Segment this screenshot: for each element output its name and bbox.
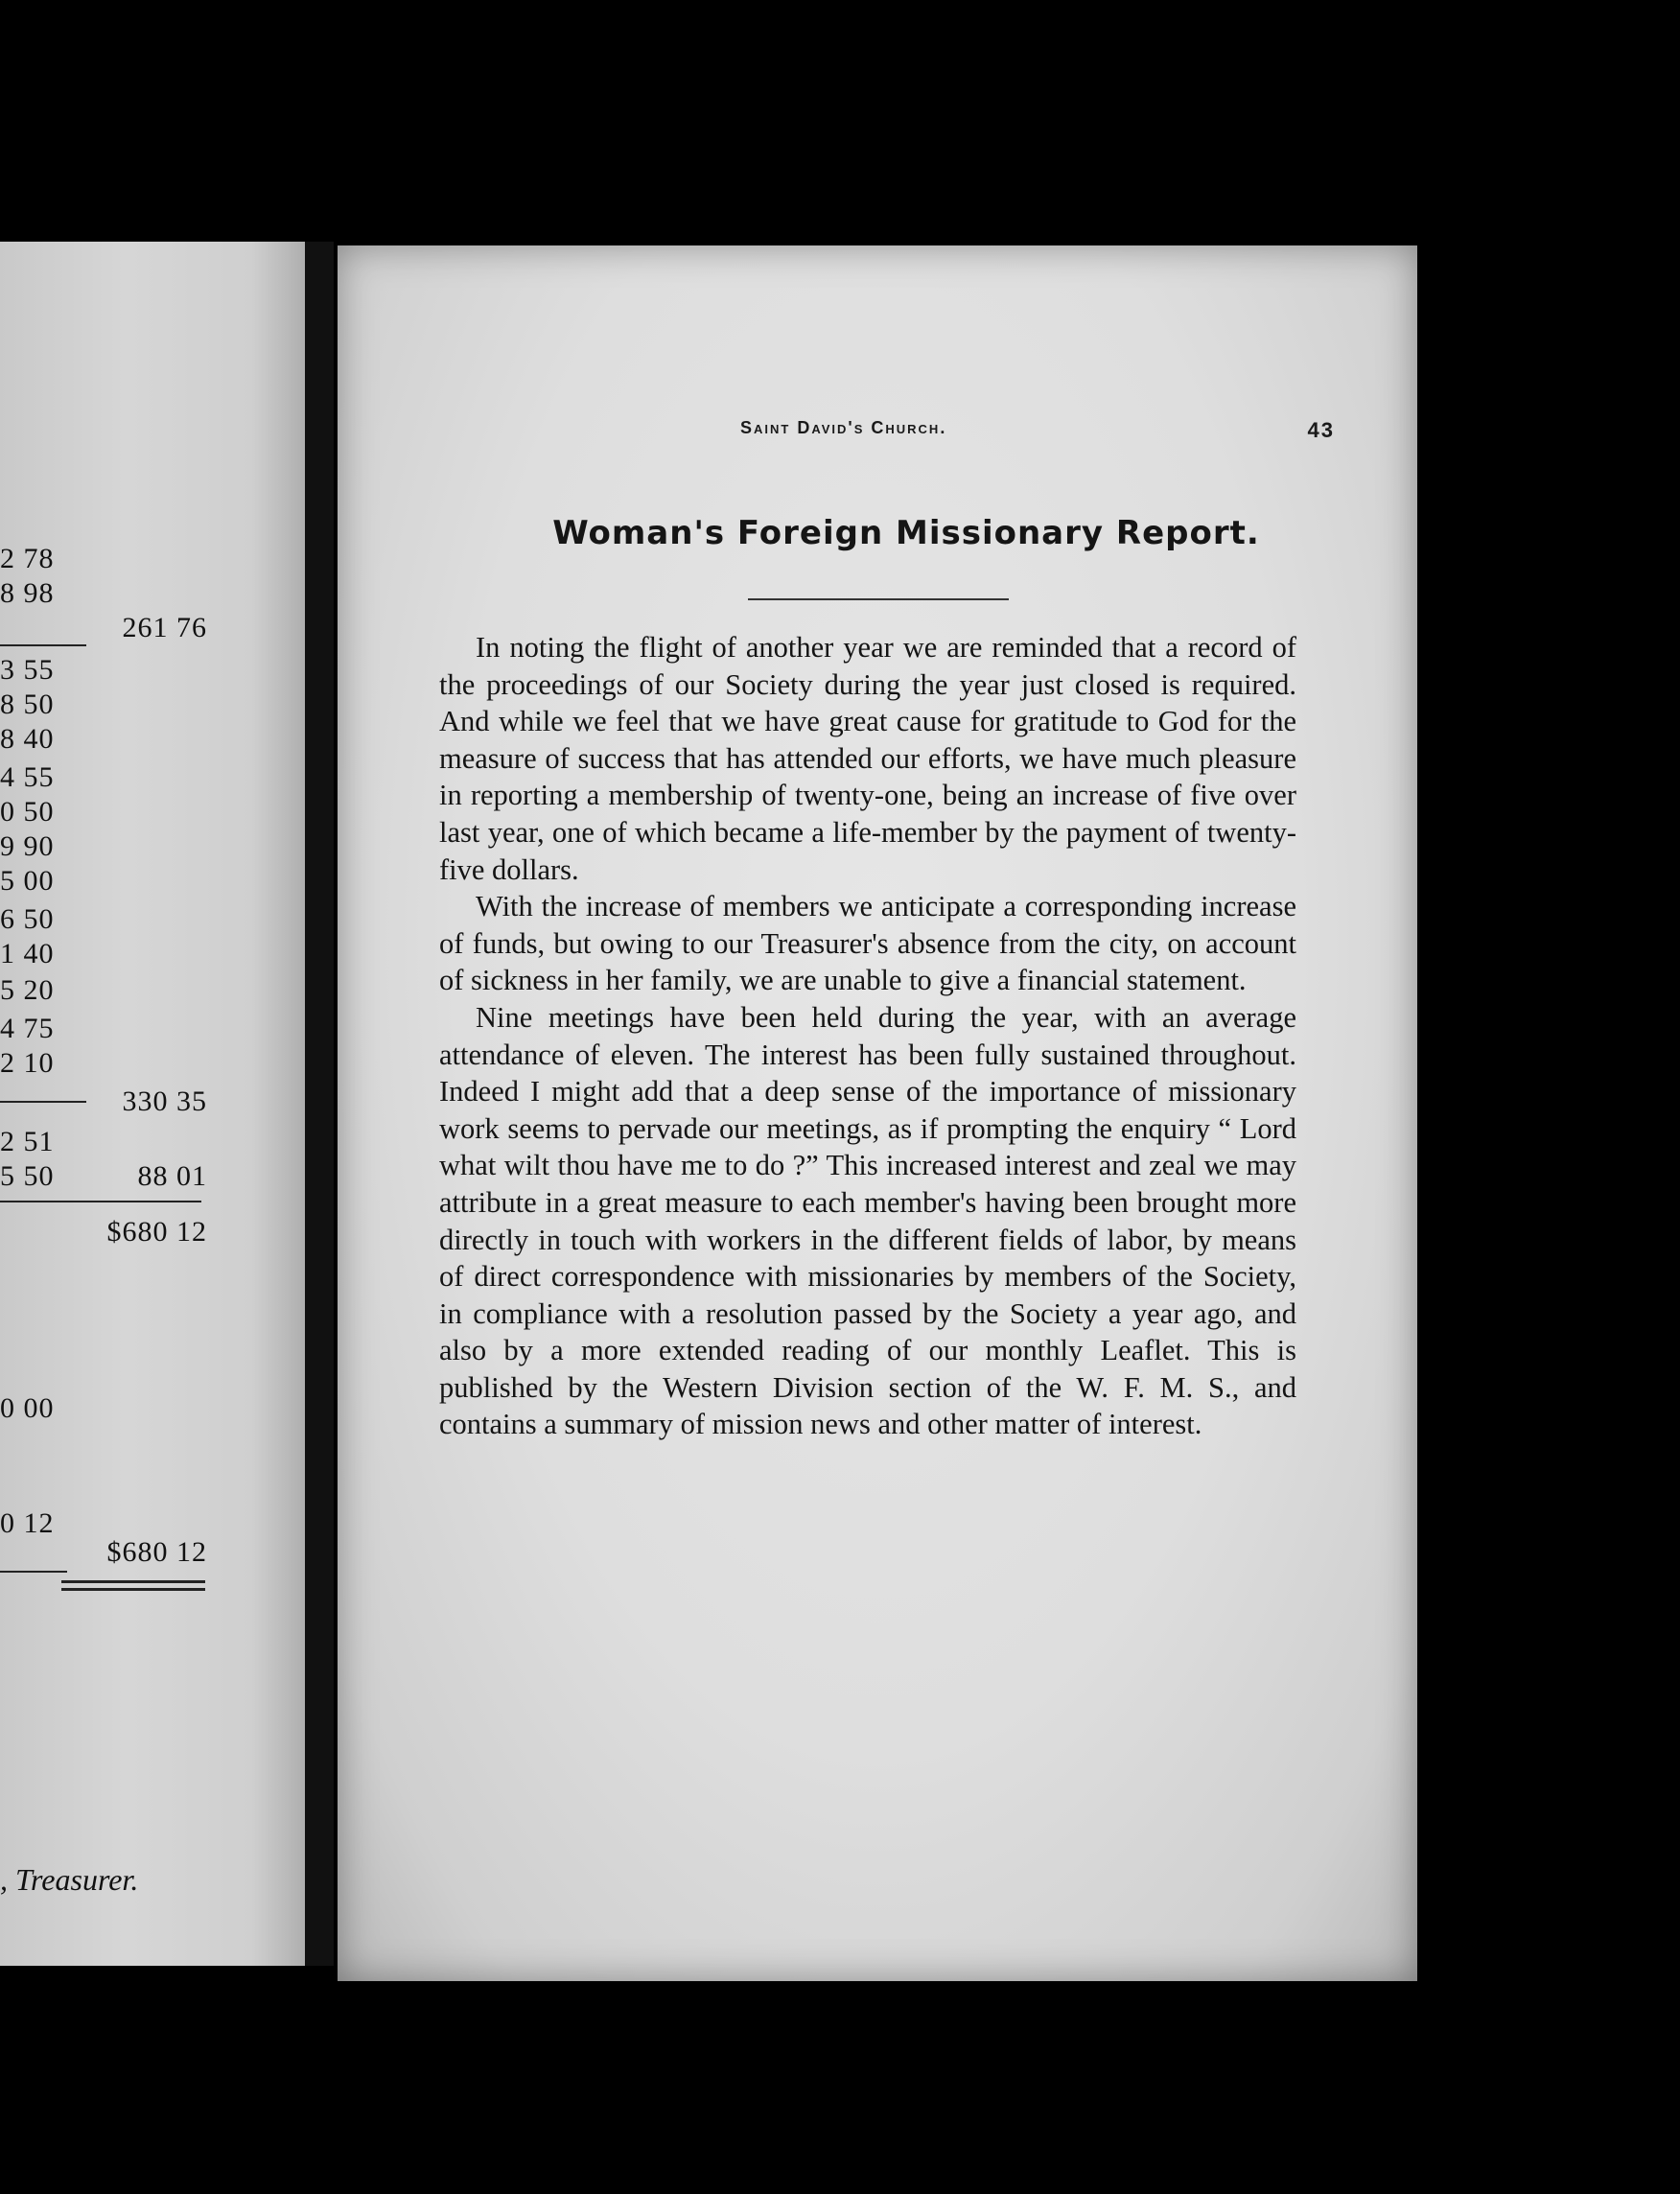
ledger-row [0, 903, 315, 938]
title-divider [748, 598, 1009, 600]
ledger-row [0, 654, 315, 689]
ledger-row [0, 938, 315, 972]
ledger-total: 88 01 [137, 1160, 207, 1192]
ledger-amount: 4 75 [0, 1013, 55, 1044]
ledger-amount: 8 98 [0, 577, 55, 609]
ledger-amount: 2 51 [0, 1126, 55, 1157]
ledger-amount: 3 55 [0, 654, 55, 686]
ledger-amount: 5 00 [0, 865, 55, 897]
ledger-row [0, 1392, 315, 1427]
ledger-row [0, 830, 315, 865]
ledger-amount: 0 12 [0, 1507, 55, 1539]
ledger-amount: 6 50 [0, 903, 55, 935]
ledger-amount: 8 50 [0, 689, 55, 720]
report-body [439, 629, 1296, 1443]
ledger-amount: 8 40 [0, 723, 55, 755]
ledger-double-rule [61, 1588, 205, 1591]
ledger-row [0, 796, 315, 830]
ledger-amount: 2 78 [0, 543, 55, 574]
ledger-row [0, 1536, 315, 1571]
ledger-row [0, 865, 315, 899]
ledger-amount: 2 10 [0, 1047, 55, 1079]
paragraph: Nine meetings have been held during the year, with an average attendance of eleven. The interest has been fully sustained throughout. Indeed I might add that a deep sense of the importance of missionary work seems to pervade our meetings, as if prompting the enquiry “ Lord what wilt thou have me to do ?” This increased interest and zeal we may attribute in a great measure to each member's having been brought more directly in touch with workers in the different fields of labor, by means of direct correspondence with missionaries by members of the Society, in compliance with a resolution passed by the Society a year ago, and also by a more extended reading of our monthly Leaflet. This is published by the Western Division section of the W. F. M. S., and contains a summary of mission news and other matter of interest. [439, 1000, 1296, 1441]
ledger-row [0, 974, 315, 1009]
right-page [338, 245, 1417, 1981]
ledger-total: 330 35 [122, 1085, 207, 1117]
ledger-amount: 0 50 [0, 796, 55, 828]
ledger-double-rule [61, 1580, 205, 1583]
treasurer-signature: , Treasurer. [0, 1862, 139, 1897]
ledger-amount: 4 55 [0, 761, 55, 793]
ledger-row [0, 543, 315, 577]
ledger-row [0, 1160, 315, 1195]
ledger-amount: 1 40 [0, 938, 55, 969]
ledger-row [0, 612, 315, 646]
ledger-row [0, 1126, 315, 1160]
ledger-row [0, 577, 315, 612]
page-number: 43 [1307, 418, 1335, 442]
ledger-row [0, 689, 315, 723]
ledger-row [0, 1047, 315, 1082]
paragraph: In noting the flight of another year we are reminded that a record of the proceedings of our Society during the year just closed is required. And while we feel that we have great cause for gratitude to God for the measure of success that has attended our efforts, we have much pleasure in reporting a membership of twenty-one, being an increase of five over last year, one of which became a life-member by the payment of twenty-five dollars. [439, 631, 1296, 886]
ledger-row [0, 761, 315, 796]
ledger-amount: 5 20 [0, 974, 55, 1006]
ledger-amount: 9 90 [0, 830, 55, 862]
running-head-title: Saint David's Church. [740, 418, 947, 437]
paragraph: With the increase of members we anticipate a corresponding increase of funds, but owing to our Treasurer's absence from the city, on account of sickness in her family, we are unable to give a financial statement. [439, 890, 1296, 997]
ledger-amount: 5 50 [0, 1160, 55, 1192]
ledger-row [0, 1085, 315, 1120]
ledger-row [0, 1013, 315, 1047]
ledger-rule [0, 1571, 67, 1573]
book-gutter [305, 242, 334, 1966]
ledger-total: $680 12 [106, 1216, 207, 1248]
ledger-total: 261 76 [122, 612, 207, 643]
ledger-total: $680 12 [106, 1536, 207, 1568]
ledger-row [0, 723, 315, 758]
report-title: Woman's Foreign Missionary Report. [552, 514, 1260, 552]
ledger-rule [0, 1201, 201, 1202]
ledger-amount: 0 00 [0, 1392, 55, 1424]
ledger-row [0, 1216, 315, 1250]
left-page-fragment [0, 242, 315, 1966]
